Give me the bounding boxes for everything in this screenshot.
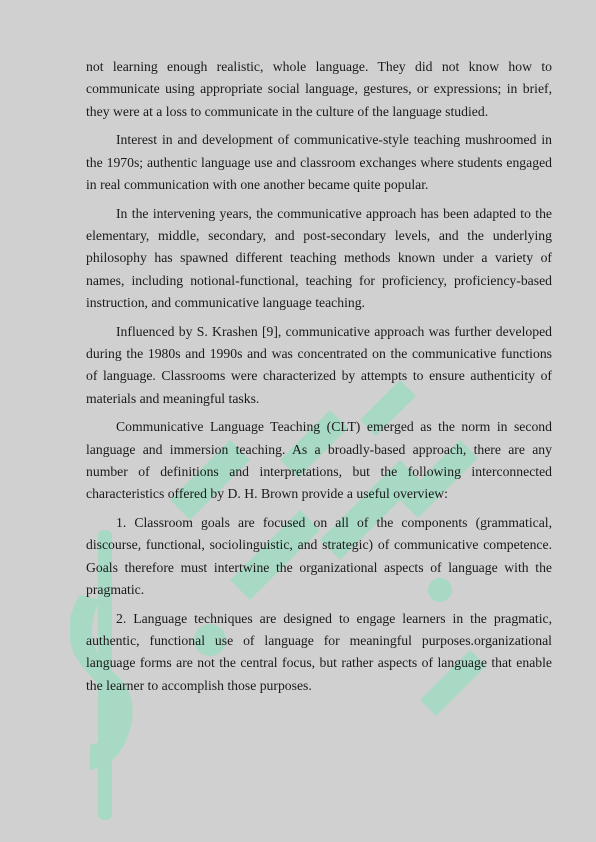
paragraph: Communicative Language Teaching (CLT) emerged as the norm in second language and immersion teaching. As a broadly-based approach, there are any number of definitions and interpretations, but the following interconnected characteristics offered by D. H. Brown provide a useful overview:: [86, 419, 552, 502]
paragraph: In the intervening years, the communicative approach has been adapted to the elementary, middle, secondary, and post-secondary levels, and the underlying philosophy has spawned different teaching methods known under a variety of names, including notional-functional, teaching for proficiency, proficiency-based instruction, and communicative language teaching.: [86, 205, 552, 310]
paragraph: Interest in and development of communicative-style teaching mushroomed in the 1970s; authentic language use and classroom exchanges where students engaged in real communication with one another became quite popular.: [86, 132, 552, 192]
list-item: 2. Language techniques are designed to engage learners in the pragmatic, authentic, functional use of language for meaningful purposes.organizational language forms are not the central focus, but rather aspects of language that enable the learner to accomplish those purposes.: [86, 610, 552, 693]
paragraph: not learning enough realistic, whole language. They did not know how to communicate using appropriate social language, gestures, or expressions; in brief, they were at a loss to communicate in the culture of the language studied.: [86, 59, 552, 119]
document-body: [86, 56, 552, 704]
list-item: 1. Classroom goals are focused on all of the components (grammatical, discourse, functional, sociolinguistic, and strategic) of communicative competence. Goals therefore must intertwine the organizational aspects of language with the pragmatic.: [86, 515, 552, 598]
paragraph: Influenced by S. Krashen [9], communicative approach was further developed during the 1980s and 1990s and was concentrated on the communicative functions of language. Classrooms were characterized by attempts to ensure authenticity of materials and meaningful tasks.: [86, 323, 552, 406]
